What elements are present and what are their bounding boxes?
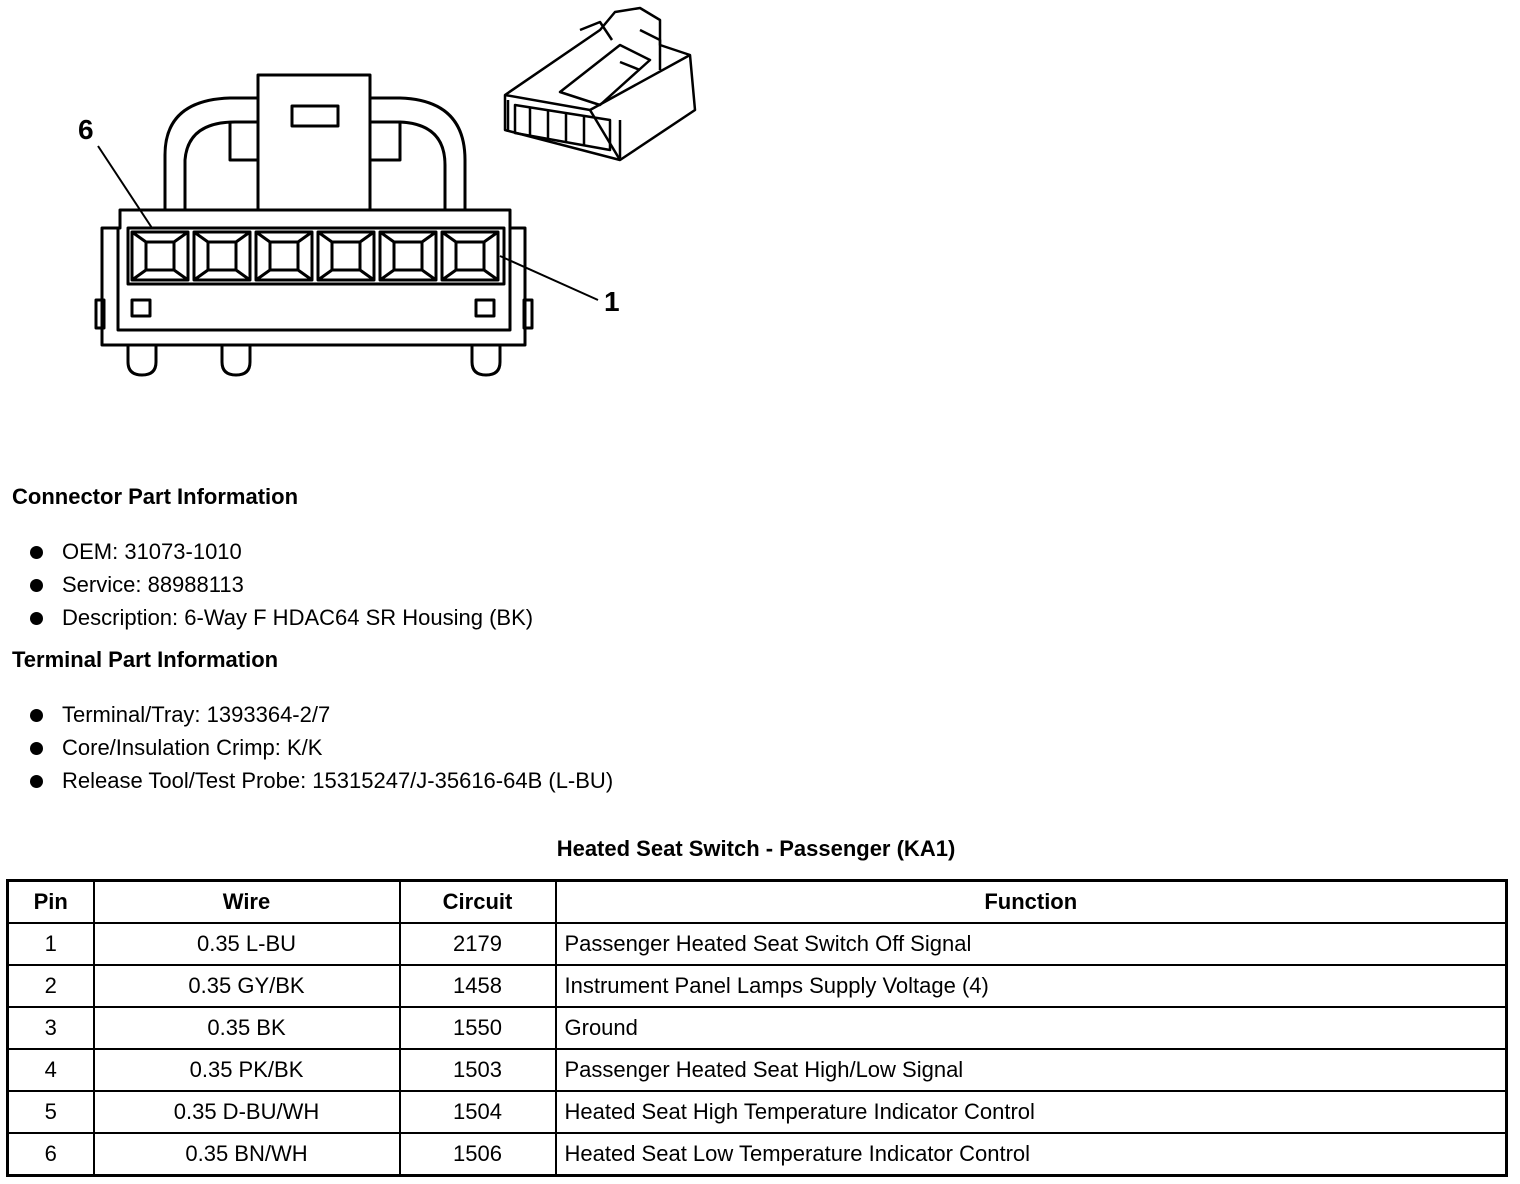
- table-row: [8, 1091, 1507, 1133]
- function-cell: Heated Seat High Temperature Indicator Control: [556, 1091, 1507, 1133]
- pin-cell: 2: [8, 965, 94, 1007]
- connector-face-drawing: [0, 0, 760, 420]
- pin-6-label: 6: [78, 114, 94, 145]
- table-row: [8, 965, 1507, 1007]
- list-item: Release Tool/Test Probe: 15315247/J-35616-64B (L-BU): [28, 764, 613, 797]
- wire-cell: 0.35 D-BU/WH: [94, 1091, 400, 1133]
- table-title: Heated Seat Switch - Passenger (KA1): [556, 836, 956, 861]
- bullet-icon: [30, 709, 43, 722]
- connector-diagram: [0, 0, 760, 420]
- pin-cell: 3: [8, 1007, 94, 1049]
- function-cell: Heated Seat Low Temperature Indicator Control: [556, 1133, 1507, 1176]
- connector-part-info-heading: Connector Part Information: [12, 484, 299, 509]
- pin-cell: 6: [8, 1133, 94, 1176]
- table-row: [8, 1007, 1507, 1049]
- circuit-cell: 1458: [400, 965, 556, 1007]
- circuit-cell: 2179: [400, 923, 556, 965]
- table-row: [8, 1049, 1507, 1091]
- function-cell: Ground: [556, 1007, 1507, 1049]
- table-row: [8, 1133, 1507, 1176]
- terminal-part-info-heading: Terminal Part Information: [12, 647, 279, 672]
- wire-cell: 0.35 BK: [94, 1007, 400, 1049]
- column-header-pin: Pin: [8, 881, 94, 924]
- bullet-icon: [30, 546, 43, 559]
- table-header-row: [8, 881, 1507, 924]
- function-cell: Instrument Panel Lamps Supply Voltage (4): [556, 965, 1507, 1007]
- list-item: Terminal/Tray: 1393364-2/7: [28, 698, 613, 731]
- bullet-icon: [30, 775, 43, 788]
- pin-cell: 4: [8, 1049, 94, 1091]
- bullet-icon: [30, 612, 43, 625]
- list-item: Service: 88988113: [28, 568, 533, 601]
- function-cell: Passenger Heated Seat Switch Off Signal: [556, 923, 1507, 965]
- circuit-cell: 1503: [400, 1049, 556, 1091]
- function-cell: Passenger Heated Seat High/Low Signal: [556, 1049, 1507, 1091]
- wire-cell: 0.35 PK/BK: [94, 1049, 400, 1091]
- column-header-circuit: Circuit: [400, 881, 556, 924]
- table-row: [8, 923, 1507, 965]
- column-header-wire: Wire: [94, 881, 400, 924]
- wire-cell: 0.35 BN/WH: [94, 1133, 400, 1176]
- circuit-cell: 1504: [400, 1091, 556, 1133]
- connector-part-info-list: [28, 535, 533, 634]
- list-item: Description: 6-Way F HDAC64 SR Housing (BK): [28, 601, 533, 634]
- pin-1-label: 1: [604, 286, 620, 317]
- wire-cell: 0.35 L-BU: [94, 923, 400, 965]
- pinout-table: [6, 879, 1508, 1177]
- pin-cell: 1: [8, 923, 94, 965]
- terminal-part-info-list: [28, 698, 613, 797]
- bullet-icon: [30, 742, 43, 755]
- circuit-cell: 1506: [400, 1133, 556, 1176]
- column-header-function: Function: [556, 881, 1507, 924]
- circuit-cell: 1550: [400, 1007, 556, 1049]
- list-item: OEM: 31073-1010: [28, 535, 533, 568]
- list-item: Core/Insulation Crimp: K/K: [28, 731, 613, 764]
- pin-cell: 5: [8, 1091, 94, 1133]
- wire-cell: 0.35 GY/BK: [94, 965, 400, 1007]
- bullet-icon: [30, 579, 43, 592]
